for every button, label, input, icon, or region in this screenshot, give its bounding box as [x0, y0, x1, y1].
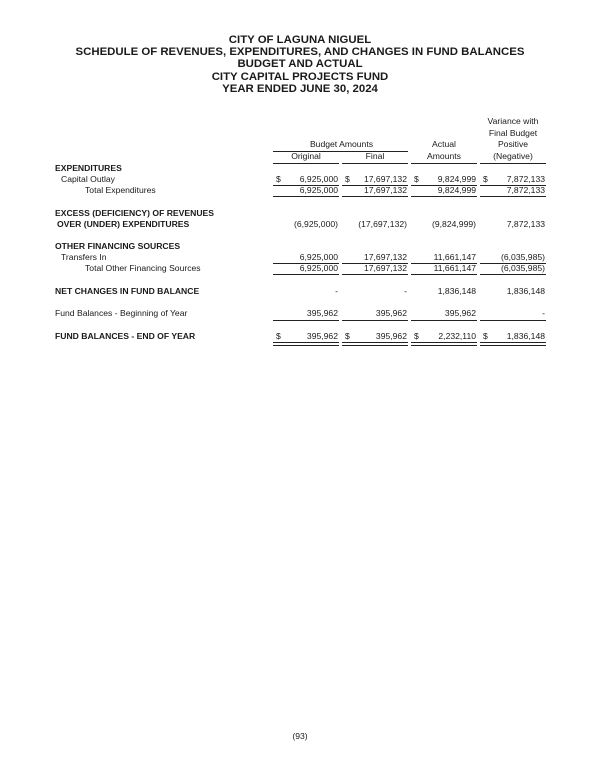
title-line-schedule: SCHEDULE OF REVENUES, EXPENDITURES, AND CHANGES IN FUND BALANCES — [75, 46, 525, 59]
transfers-in-variance: (6,035,985) — [501, 252, 545, 262]
total-rule — [273, 274, 339, 275]
excess-actual: (9,824,999) — [432, 219, 476, 229]
total-other-financing-variance: (6,035,985) — [501, 263, 545, 273]
double-rule — [342, 342, 408, 346]
total-expenditures-actual: 9,824,999 — [437, 185, 476, 195]
title-line-budget: BUDGET AND ACTUAL — [237, 58, 363, 71]
total-rule — [273, 196, 339, 197]
header-rule — [411, 163, 477, 164]
total-rule — [342, 274, 408, 275]
total-expenditures-variance: 7,872,133 — [506, 185, 545, 195]
beginning-final: 395,962 — [375, 308, 407, 318]
variance-header-line2: Final Budget — [488, 128, 538, 138]
net-changes-original: - — [335, 286, 338, 296]
subtotal-rule — [273, 320, 339, 321]
net-changes-variance: 1,836,148 — [506, 286, 545, 296]
net-changes-final: - — [404, 286, 407, 296]
title-line-year: YEAR ENDED JUNE 30, 2024 — [222, 82, 378, 95]
variance-header-line1: Variance with — [487, 116, 539, 126]
section-excess-line1: EXCESS (DEFICIENCY) OF REVENUES — [55, 208, 215, 218]
subtotal-rule — [480, 320, 546, 321]
actual-header-line2: Amounts — [427, 151, 461, 161]
actual-header-line1: Actual — [432, 139, 456, 149]
row-label-transfers-in: Transfers In — [61, 252, 107, 262]
total-other-financing-actual: 11,661,147 — [433, 263, 476, 273]
excess-original: (6,925,000) — [294, 219, 338, 229]
double-rule — [480, 342, 546, 346]
end-actual: $ 2,232,110 — [414, 331, 476, 341]
variance-header-line4: (Negative) — [493, 151, 533, 161]
final-header: Final — [365, 151, 385, 161]
double-rule — [411, 342, 477, 346]
subtotal-rule — [411, 320, 477, 321]
transfers-in-final: 17,697,132 — [363, 252, 407, 262]
title-line-city: CITY OF LAGUNA NIGUEL — [228, 34, 372, 46]
row-label-total-expenditures: Total Expenditures — [85, 185, 156, 195]
header-rule — [480, 163, 546, 164]
beginning-variance: - — [542, 308, 545, 318]
section-expenditures: EXPENDITURES — [55, 163, 122, 173]
end-original: $ 395,962 — [276, 331, 338, 341]
end-variance: $ 1,836,148 — [483, 331, 545, 341]
row-label-total-other-financing: Total Other Financing Sources — [85, 263, 201, 273]
transfers-in-actual: 11,661,147 — [433, 252, 476, 262]
total-expenditures-final: 17,697,132 — [363, 185, 407, 195]
row-label-beginning-balance: Fund Balances - Beginning of Year — [55, 308, 188, 318]
total-rule — [342, 196, 408, 197]
row-label-end-balance: FUND BALANCES - END OF YEAR — [55, 331, 196, 341]
header-rule — [342, 163, 408, 164]
capital-outlay-final: $ 17,697,132 — [345, 174, 407, 184]
total-rule — [480, 196, 546, 197]
total-other-financing-original: 6,925,000 — [299, 263, 338, 273]
capital-outlay-original: $ 6,925,000 — [276, 174, 338, 184]
end-final: $ 395,962 — [345, 331, 407, 341]
excess-final: (17,697,132) — [358, 219, 407, 229]
subtotal-rule — [342, 320, 408, 321]
section-excess-line2: OVER (UNDER) EXPENDITURES — [57, 219, 190, 229]
row-label-net-changes: NET CHANGES IN FUND BALANCE — [55, 286, 200, 296]
beginning-original: 395,962 — [306, 308, 338, 318]
capital-outlay-variance: $ 7,872,133 — [483, 174, 545, 184]
report-title — [0, 34, 600, 95]
total-rule — [411, 196, 477, 197]
capital-outlay-actual: $ 9,824,999 — [414, 174, 476, 184]
original-header: Original — [291, 151, 321, 161]
budget-amounts-header: Budget Amounts — [309, 139, 374, 149]
net-changes-actual: 1,836,148 — [437, 286, 476, 296]
title-line-fund: CITY CAPITAL PROJECTS FUND — [211, 70, 389, 83]
row-label-capital-outlay: Capital Outlay — [61, 174, 115, 184]
variance-header-line3: Positive — [497, 139, 529, 149]
total-rule — [480, 274, 546, 275]
section-other-financing: OTHER FINANCING SOURCES — [55, 241, 181, 251]
beginning-actual: 395,962 — [444, 308, 476, 318]
header-rule — [273, 163, 339, 164]
transfers-in-original: 6,925,000 — [299, 252, 338, 262]
total-other-financing-final: 17,697,132 — [363, 263, 407, 273]
page-number: (93) — [292, 731, 308, 741]
total-rule — [411, 274, 477, 275]
double-rule — [273, 342, 339, 346]
total-expenditures-original: 6,925,000 — [299, 185, 338, 195]
excess-variance: 7,872,133 — [506, 219, 545, 229]
